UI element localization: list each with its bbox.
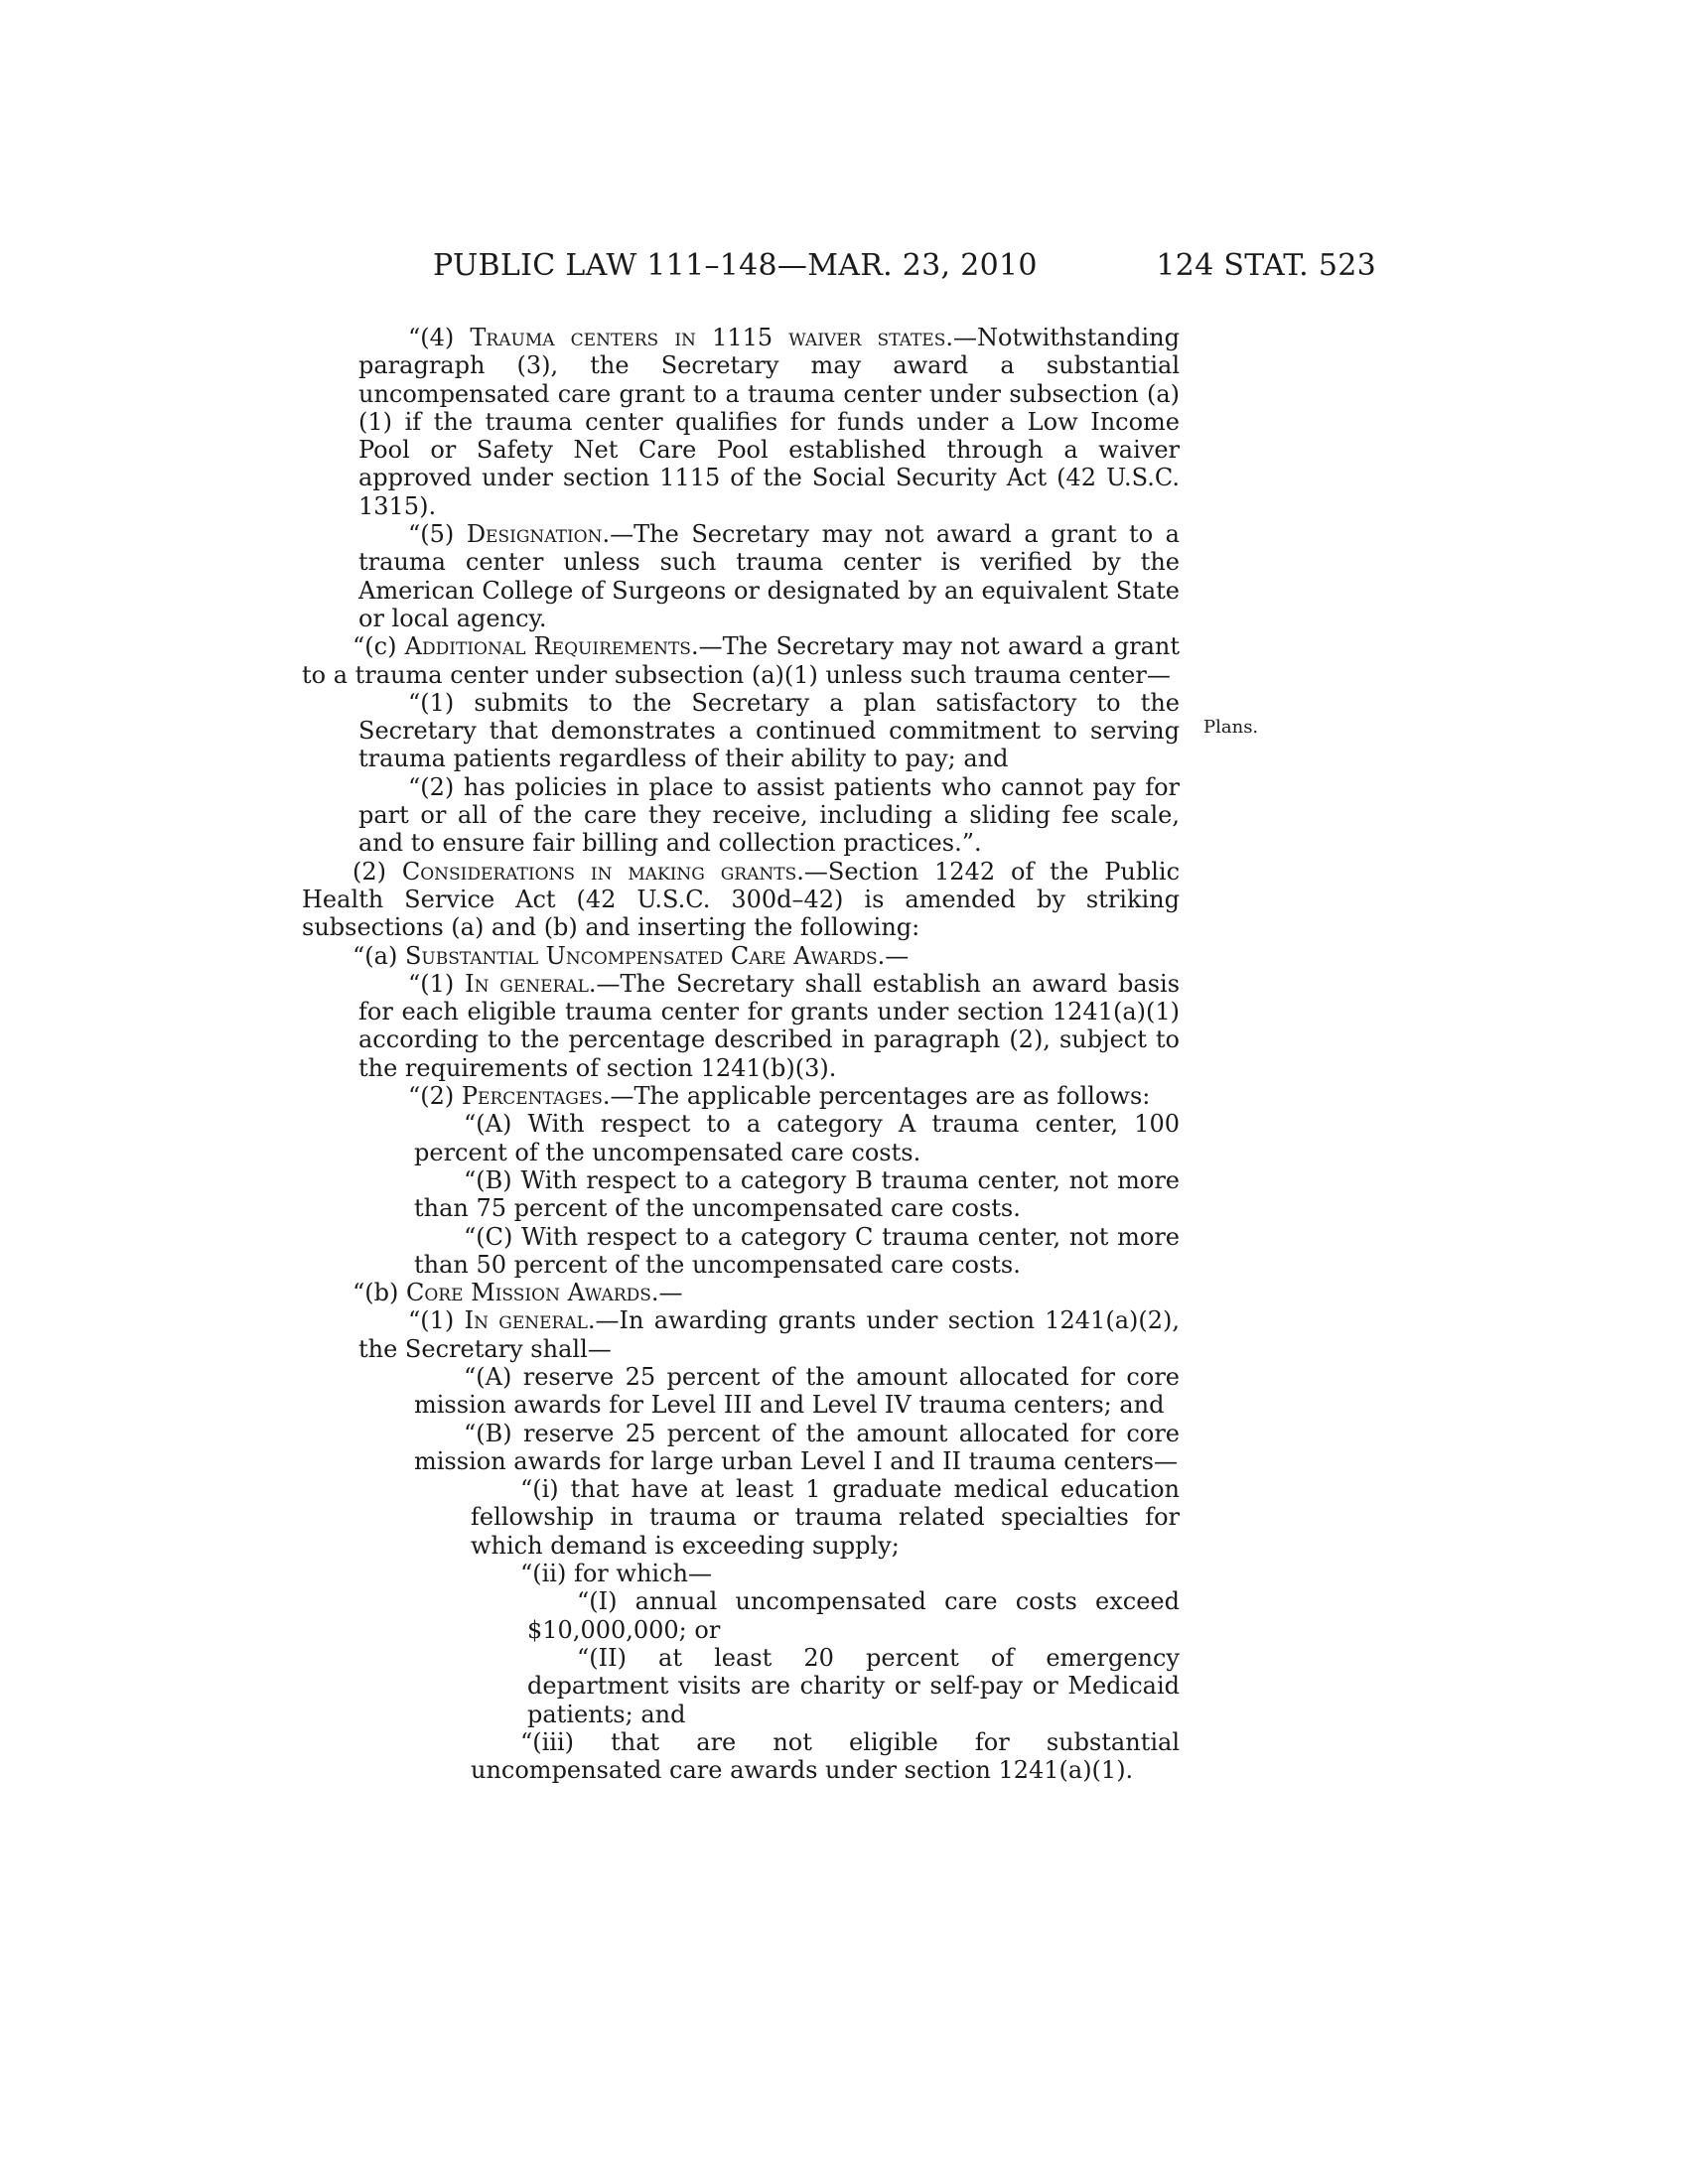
paragraph-b1-in-general: “(1) In general.—In awarding grants under section 1241(a)(2), the Secretary shall— — [358, 1306, 1180, 1363]
paragraph-clause-i: “(i) that have at least 1 graduate medical education fellowship in trauma or trauma related specialties for which demand is exceeding supply; — [471, 1475, 1180, 1560]
paragraph-core-mission-awards: “(b) Core Mission Awards.— — [352, 1279, 683, 1307]
section-heading: Percentages — [461, 1082, 603, 1111]
document-body — [302, 324, 1180, 1784]
section-heading: Trauma centers in 1115 waiver states — [470, 324, 946, 351]
paragraph-b1b-reserve: “(B) reserve 25 percent of the amount allocated for core mission awards for large urban Level I and II trauma centers— — [414, 1419, 1180, 1475]
paragraph-a1-in-general: “(1) In general.—The Secretary shall establish an award basis for each eligible trauma center for grants under section 1241(a)(1) according to the percentage described in paragraph (2), subject to the requirements of section 1241(b)(3). — [358, 969, 1181, 1082]
paragraph-clause-ii: “(ii) for which— — [520, 1560, 712, 1588]
section-heading: In general — [464, 1306, 588, 1335]
paragraph-a2-percentages: “(2) Percentages.—The applicable percentages are as follows: — [408, 1082, 1151, 1111]
paragraph-substantial-awards: “(a) Substantial Uncompensated Care Awards.— — [352, 941, 910, 970]
section-heading: Substantial Uncompensated Care Awards — [404, 941, 878, 970]
paragraph-subclause-I: “(I) annual uncompensated care costs exceed $10,000,000; or — [527, 1587, 1180, 1644]
paragraph-b1a-reserve: “(A) reserve 25 percent of the amount allocated for core mission awards for Level III and Level IV trauma centers; and — [414, 1362, 1180, 1420]
paragraph-clause-iii: “(iii) that are not eligible for substantial uncompensated care awards under section 1241(a)(1). — [471, 1727, 1180, 1785]
margin-note: Plans. — [1203, 717, 1259, 738]
paragraph-c1-plan: “(1) submits to the Secretary a plan satisfactory to the Secretary that demonstrates a continued commitment to serving trauma patients regardless of their ability to pay; and — [358, 688, 1180, 773]
header-law-title: PUBLIC LAW 111–148—MAR. 23, 2010 — [433, 248, 1038, 283]
paragraph-considerations: (2) Considerations in making grants.—Section 1242 of the Public Health Service Act (42 U.S.C. 300d–42) is amended by striking subsections (a) and (b) and inserting the following: — [302, 857, 1181, 942]
section-heading: Considerations in making grants — [401, 857, 797, 886]
paragraph-category-b: “(B) With respect to a category B trauma center, not more than 75 percent of the uncompensated care costs. — [414, 1165, 1180, 1223]
section-heading: Core Mission Awards — [406, 1279, 651, 1307]
section-heading: Additional Requirements — [404, 632, 691, 661]
running-head — [433, 246, 1376, 286]
paragraph-designation: “(5) Designation.—The Secretary may not award a grant to a trauma center unless such trauma center is verified by the American College of Surgeons or designated by an equivalent State or local agency. — [358, 520, 1180, 632]
paragraph-category-a: “(A) With respect to a category A trauma center, 100 percent of the uncompensated care costs. — [414, 1110, 1180, 1166]
paragraph-c2-policies: “(2) has policies in place to assist patients who cannot pay for part or all of the care they receive, including a sliding fee scale, and to ensure fair billing and collection practices.”. — [358, 772, 1180, 858]
paragraph-trauma-centers-1115-waiver: “(4) Trauma centers in 1115 waiver states.—Notwithstanding paragraph (3), the Secretary may award a substantial uncompensated care grant to a trauma center under subsection (a)(1) if the trauma center qualifies for funds under a Low Income Pool or Safety Net Care Pool established through a waiver approved under section 1115 of the Social Security Act (42 U.S.C. 1315). — [358, 324, 1180, 520]
header-stat-page: 124 STAT. 523 — [1156, 248, 1376, 283]
section-heading: Designation — [466, 520, 603, 549]
paragraph-subclause-II: “(II) at least 20 percent of emergency department visits are charity or self-pay or Medicaid patients; and — [527, 1643, 1180, 1728]
paragraph-additional-requirements: “(c) Additional Requirements.—The Secretary may not award a grant to a trauma center under subsection (a)(1) unless such trauma center— — [302, 632, 1180, 689]
paragraph-category-c: “(C) With respect to a category C trauma center, not more than 50 percent of the uncompensated care costs. — [414, 1222, 1180, 1279]
section-heading: In general — [465, 969, 589, 998]
